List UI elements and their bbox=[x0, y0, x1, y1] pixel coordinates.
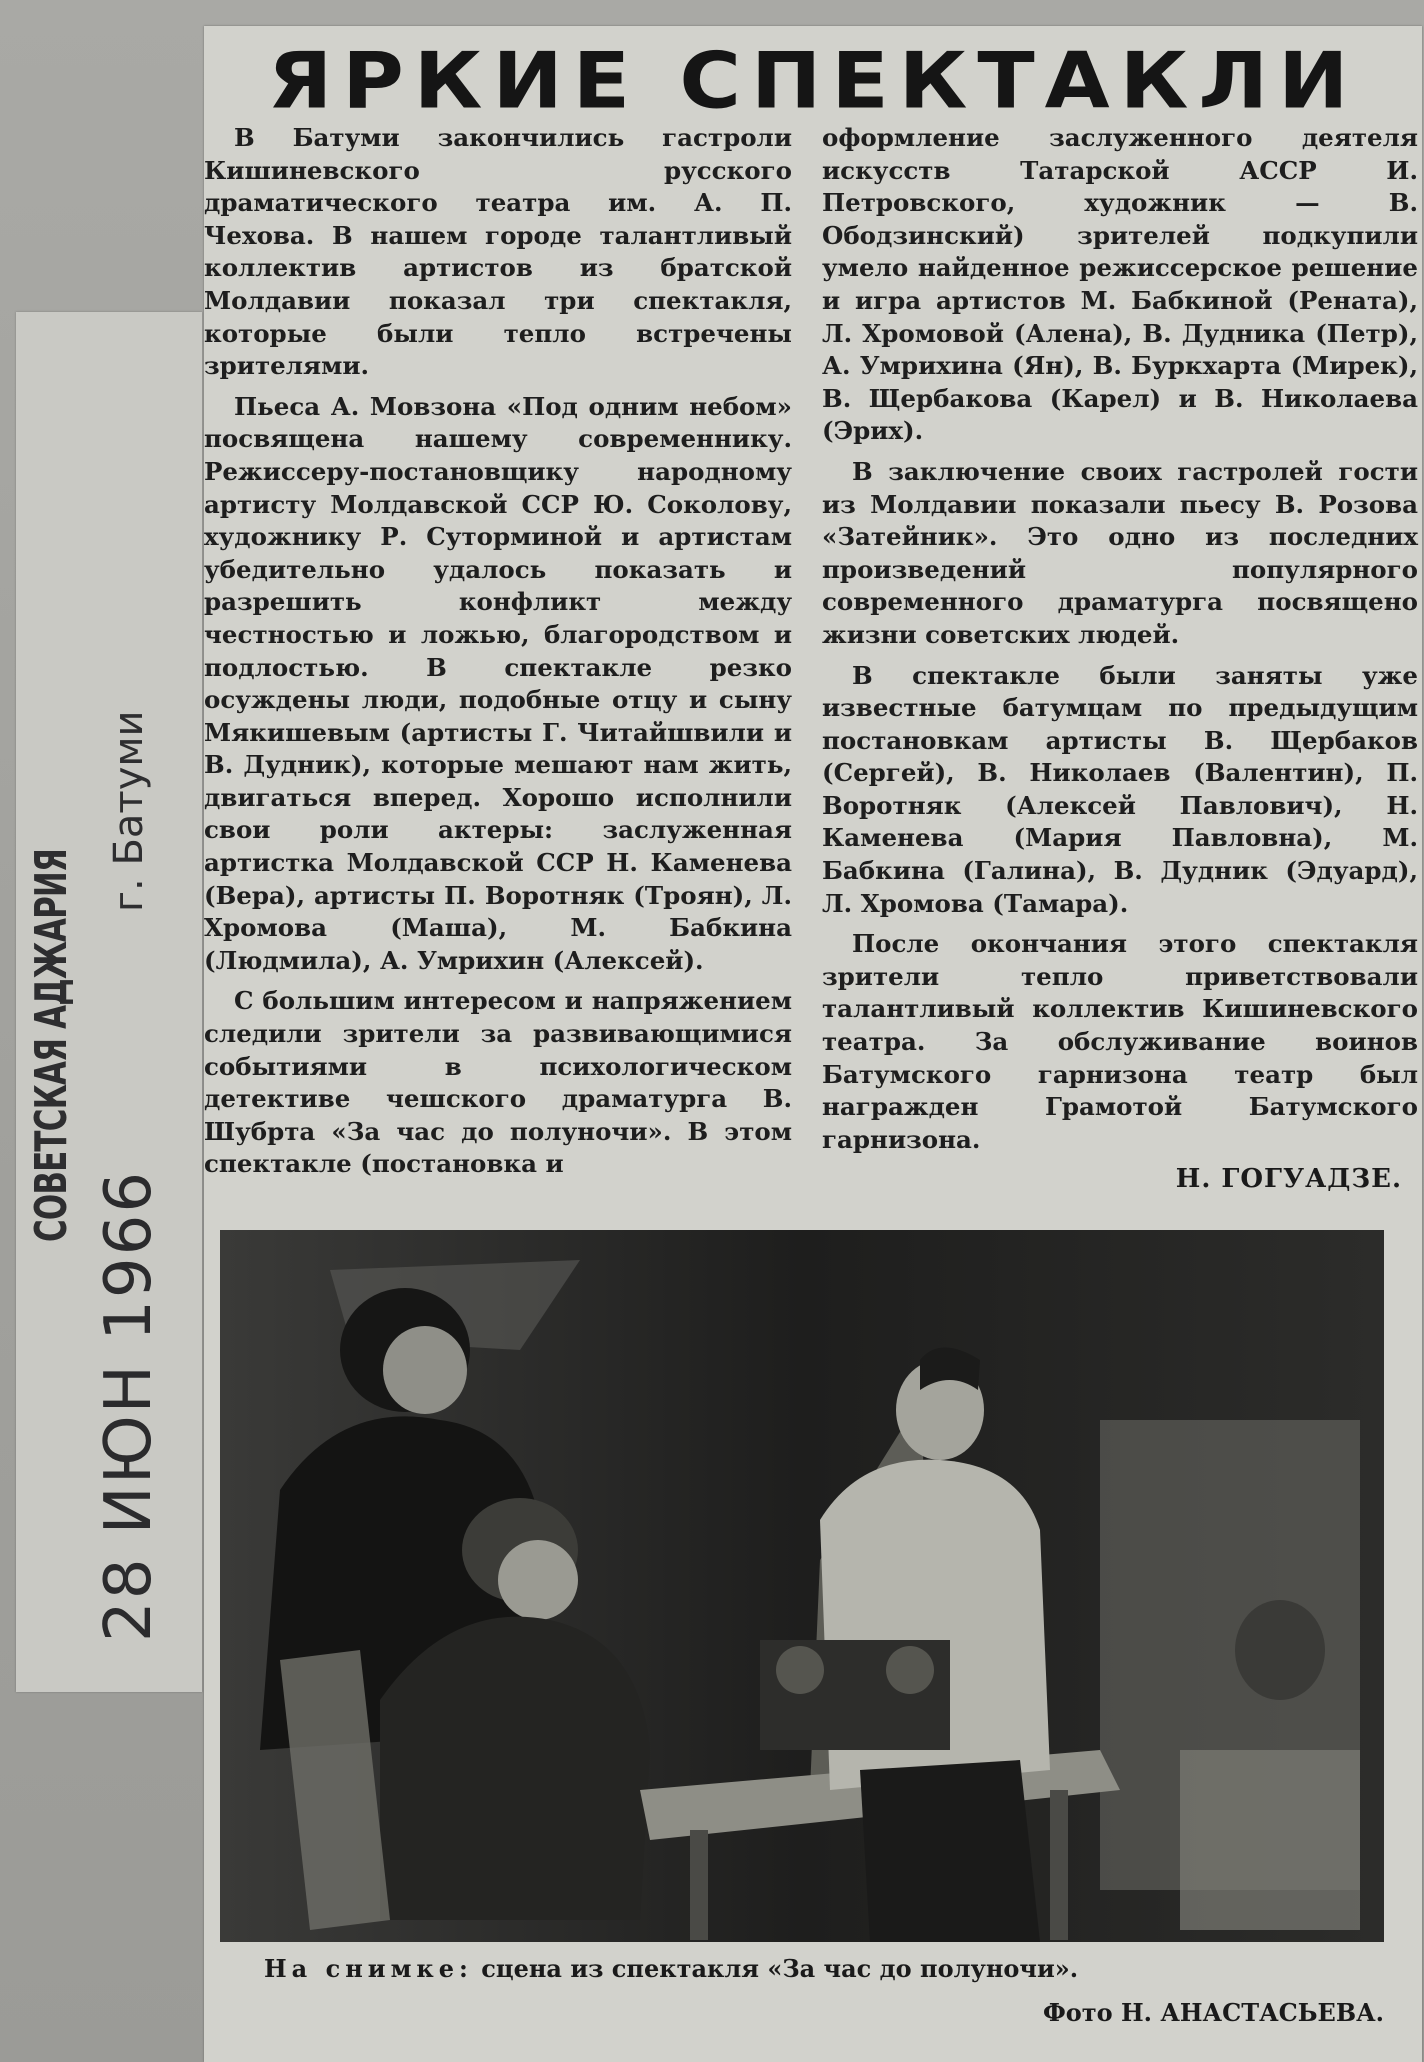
newspaper-name: СОВЕТСКАЯ АДЖАРИЯ bbox=[26, 849, 77, 1242]
article-column-left bbox=[204, 122, 792, 1189]
photo-credit: Фото Н. АНАСТАСЬЕВА. bbox=[1042, 1998, 1384, 2027]
article-column-right bbox=[822, 122, 1418, 1164]
stage-photo bbox=[220, 1230, 1384, 1942]
stage-photo-image bbox=[220, 1230, 1384, 1942]
paragraph: После окончания этого спектакля зрители тепло приветствовали талантливый коллектив Кишиневского театра. За обслуживание воинов Батумского гарнизона театр был награжден Грамотой Батумского гарнизона. bbox=[822, 929, 1418, 1154]
paragraph: Пьеса А. Мовзона «Под одним небом» посвящена нашему современнику. Режиссеру-постановщику народному артисту Молдавской ССР Ю. Соколову, художнику Р. Суторминой и артистам убедительно удалось показать и разрешить конфликт между честностью и ложью, благородством и подлостью. В спектакле резко осуждены люди, подобные отцу и сыну Мякишевым (артисты Г. Читайшвили и В. Дудник), которые мешают нам жить, двигаться вперед. Хорошо исполнили свои роли актеры: заслуженная артистка Молдавской ССР Н. Каменева (Вера), артисты П. Воротняк (Троян), Л. Хромова (Маша), М. Бабкина (Людмила), А. Умрихин (Алексей). bbox=[204, 391, 792, 975]
paragraph: оформление заслуженного деятеля искусств Татарской АССР И. Петровского, художник — В. Ободзинский) зрителей подкупили умело найденное режиссерское решение и игра артистов М. Бабкиной (Рената), Л. Хромовой (Алена), В. Дудника (Петр), А. Умрихина (Ян), В. Буркхарта (Мирек), В. Щербакова (Карел) и В. Николаева (Эрих). bbox=[822, 123, 1418, 446]
paragraph: В Батуми закончились гастроли Кишиневского русского драматического театра им. А. П. Чехова. В нашем городе талантливый коллектив артистов из братской Молдавии показал три спектакля, которые были тепло встречены зрителями. bbox=[204, 123, 792, 381]
photo-caption bbox=[264, 1954, 1384, 1983]
headline: ЯРКИЕ СПЕКТАКЛИ bbox=[267, 35, 1359, 127]
paragraph: В заключение своих гастролей гости из Молдавии показали пьесу В. Розова «Затейник». Это одно из последних произведений популярного современного драматурга посвящено жизни советских людей. bbox=[822, 456, 1418, 649]
author-byline: Н. ГОГУАДЗЕ. bbox=[1175, 1164, 1402, 1194]
newspaper-clipping bbox=[204, 26, 1422, 2062]
paragraph: С большим интересом и напряжением следили зрители за развивающимися событиями в психологическом детективе чешского драматурга В. Шубрта «За час до полуночи». В этом спектакле (постановка и bbox=[204, 986, 792, 1179]
newspaper-stamp bbox=[26, 849, 77, 1242]
date-stamp: 28 ИЮН 1966 bbox=[92, 1169, 166, 1642]
caption-label: На снимке: bbox=[264, 1954, 473, 1983]
city-stamp: г. Батуми bbox=[106, 710, 152, 912]
archive-tag-slip bbox=[16, 312, 202, 1692]
caption-text: сцена из спектакля «За час до полуночи». bbox=[481, 1954, 1079, 1983]
paragraph: В спектакле были заняты уже известные батумцам по предыдущим постановкам артисты В. Щербаков (Сергей), В. Николаев (Валентин), П. Воротняк (Алексей Павлович), Н. Каменева (Мария Павловна), М. Бабкина (Галина), В. Дудник (Эдуард), Л. Хромова (Тамара). bbox=[822, 660, 1418, 918]
